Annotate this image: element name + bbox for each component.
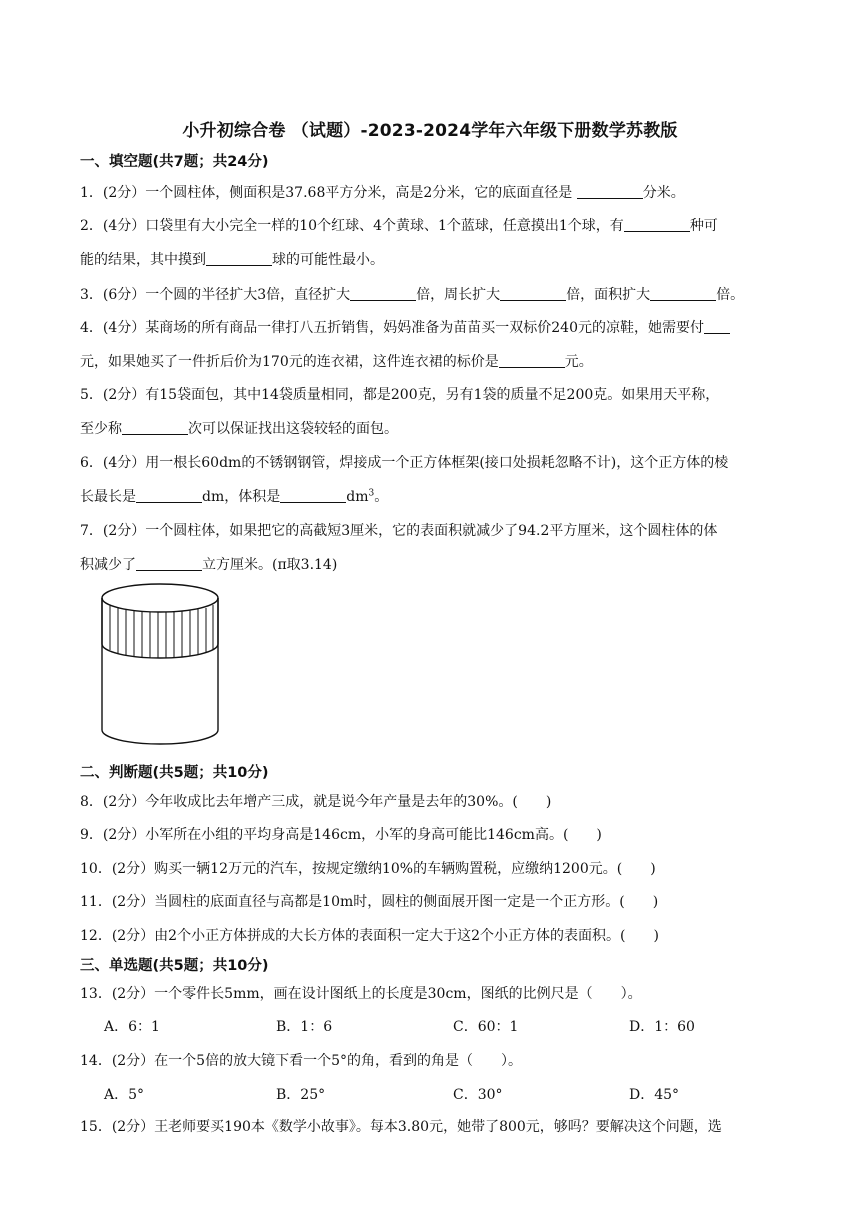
question-text: 能的结果，其中摸到 [80, 252, 206, 268]
question-7: 7．(2分）一个圆柱体，如果把它的高截短3厘米，它的表面积就减少了94.2平方厘米，这个圆柱体的体 [80, 523, 718, 539]
page-title: 小升初综合卷 （试题）-2023-2024学年六年级下册数学苏教版 [182, 121, 678, 141]
option-c[interactable]: C．30° [453, 1087, 503, 1103]
question-text: 种可 [689, 218, 718, 234]
question-text: 倍。 [716, 287, 745, 303]
answer-blank[interactable] [500, 286, 566, 301]
question-text: 长最长是 [80, 489, 136, 505]
question-text: 分米。 [642, 185, 685, 201]
option-a[interactable]: A．5° [104, 1087, 145, 1103]
question-text: 元。 [564, 354, 593, 370]
question-10: 10．(2分）购买一辆12万元的汽车，按规定缴纳10%的车辆购置税，应缴纳1200元。( ) [80, 861, 656, 877]
option-d[interactable]: D．1：60 [629, 1019, 695, 1035]
question-4-continued [80, 351, 810, 371]
section-heading-fill-in: 一、填空题(共7题；共24分) [80, 154, 269, 170]
question-14: 14．(2分）在一个5倍的放大镜下看一个5°的角，看到的角是（ ）。 [80, 1053, 522, 1069]
question-text: 4．(4分）某商场的所有商品一律打八五折销售，妈妈准备为苗苗买一双标价240元的凉鞋，她需要付 [80, 320, 704, 336]
question-15: 15．(2分）王老师要买190本《数学小故事》。每本3.80元，她带了800元，够吗？要解决这个问题，选 [80, 1119, 722, 1135]
question-2 [80, 215, 810, 235]
question-text: 立方厘米。(π取3.14) [202, 557, 338, 573]
question-text: dm，体积是 [202, 489, 281, 505]
answer-blank[interactable] [624, 217, 690, 232]
question-text: 2．(4分）口袋里有大小完全一样的10个红球、4个黄球、1个蓝球，任意摸出1个球，有 [80, 218, 624, 234]
answer-blank[interactable] [136, 556, 202, 571]
answer-blank[interactable] [577, 184, 643, 199]
question-text: 倍，周长扩大 [416, 287, 501, 303]
answer-blank[interactable] [350, 286, 416, 301]
question-text: 1．(2分）一个圆柱体，侧面积是37.68平方分米，高是2分米，它的底面直径是 [80, 185, 577, 201]
question-5: 5．(2分）有15袋面包，其中14袋质量相同，都是200克，另有1袋的质量不足200克。如果用天平称， [80, 387, 720, 403]
question-6-continued [80, 486, 810, 506]
question-11: 11．(2分）当圆柱的底面直径与高都是10m时，圆柱的侧面展开图一定是一个正方形。( ) [80, 894, 659, 910]
question-6: 6．(4分）用一根长60dm的不锈钢钢管，焊接成一个正方体框架(接口处损耗忽略不计)，这个正方体的棱 [80, 455, 729, 471]
question-9: 9．(2分）小军所在小组的平均身高是146cm，小军的身高可能比146cm高。( ) [80, 827, 602, 843]
question-3 [80, 284, 810, 304]
option-c[interactable]: C．60：1 [453, 1019, 519, 1035]
question-1 [80, 182, 810, 202]
option-a[interactable]: A．6：1 [104, 1019, 160, 1035]
option-b[interactable]: B．25° [276, 1087, 326, 1103]
cylinder-figure [96, 580, 224, 752]
question-7-continued [80, 554, 810, 574]
question-8: 8．(2分）今年收成比去年增产三成，就是说今年产量是去年的30%。( ) [80, 794, 552, 810]
question-text: 次可以保证找出这袋较轻的面包。 [188, 421, 398, 437]
answer-blank[interactable] [122, 420, 188, 435]
question-text: 3．(6分）一个圆的半径扩大3倍，直径扩大 [80, 287, 351, 303]
section-heading-multiple-choice: 三、单选题(共5题；共10分) [80, 958, 269, 974]
question-text: 球的可能性最小。 [272, 252, 384, 268]
unit-exponent: 3 [368, 488, 375, 499]
section-heading-true-false: 二、判断题(共5题；共10分) [80, 765, 269, 781]
question-12: 12．(2分）由2个小正方体拼成的大长方体的表面积一定大于这2个小正方体的表面积。( ) [80, 928, 659, 944]
question-13: 13．(2分）一个零件长5mm，画在设计图纸上的长度是30cm，图纸的比例尺是（ ）。 [80, 986, 642, 1002]
answer-blank[interactable] [499, 353, 565, 368]
option-b[interactable]: B．1：6 [276, 1019, 333, 1035]
question-2-continued [80, 249, 810, 269]
question-text: 积减少了 [80, 557, 136, 573]
answer-blank[interactable] [650, 286, 716, 301]
question-text: 倍，面积扩大 [566, 287, 651, 303]
answer-blank[interactable] [280, 488, 346, 503]
question-text: 元，如果她买了一件折后价为170元的连衣裙，这件连衣裙的标价是 [80, 354, 499, 370]
answer-blank[interactable] [704, 319, 730, 334]
question-text: 。 [374, 489, 389, 505]
answer-blank[interactable] [206, 251, 272, 266]
question-text: 至少称 [80, 421, 122, 437]
option-d[interactable]: D．45° [629, 1087, 680, 1103]
question-5-continued [80, 418, 810, 438]
question-4 [80, 317, 810, 337]
answer-blank[interactable] [136, 488, 202, 503]
unit-text: dm [346, 489, 369, 505]
